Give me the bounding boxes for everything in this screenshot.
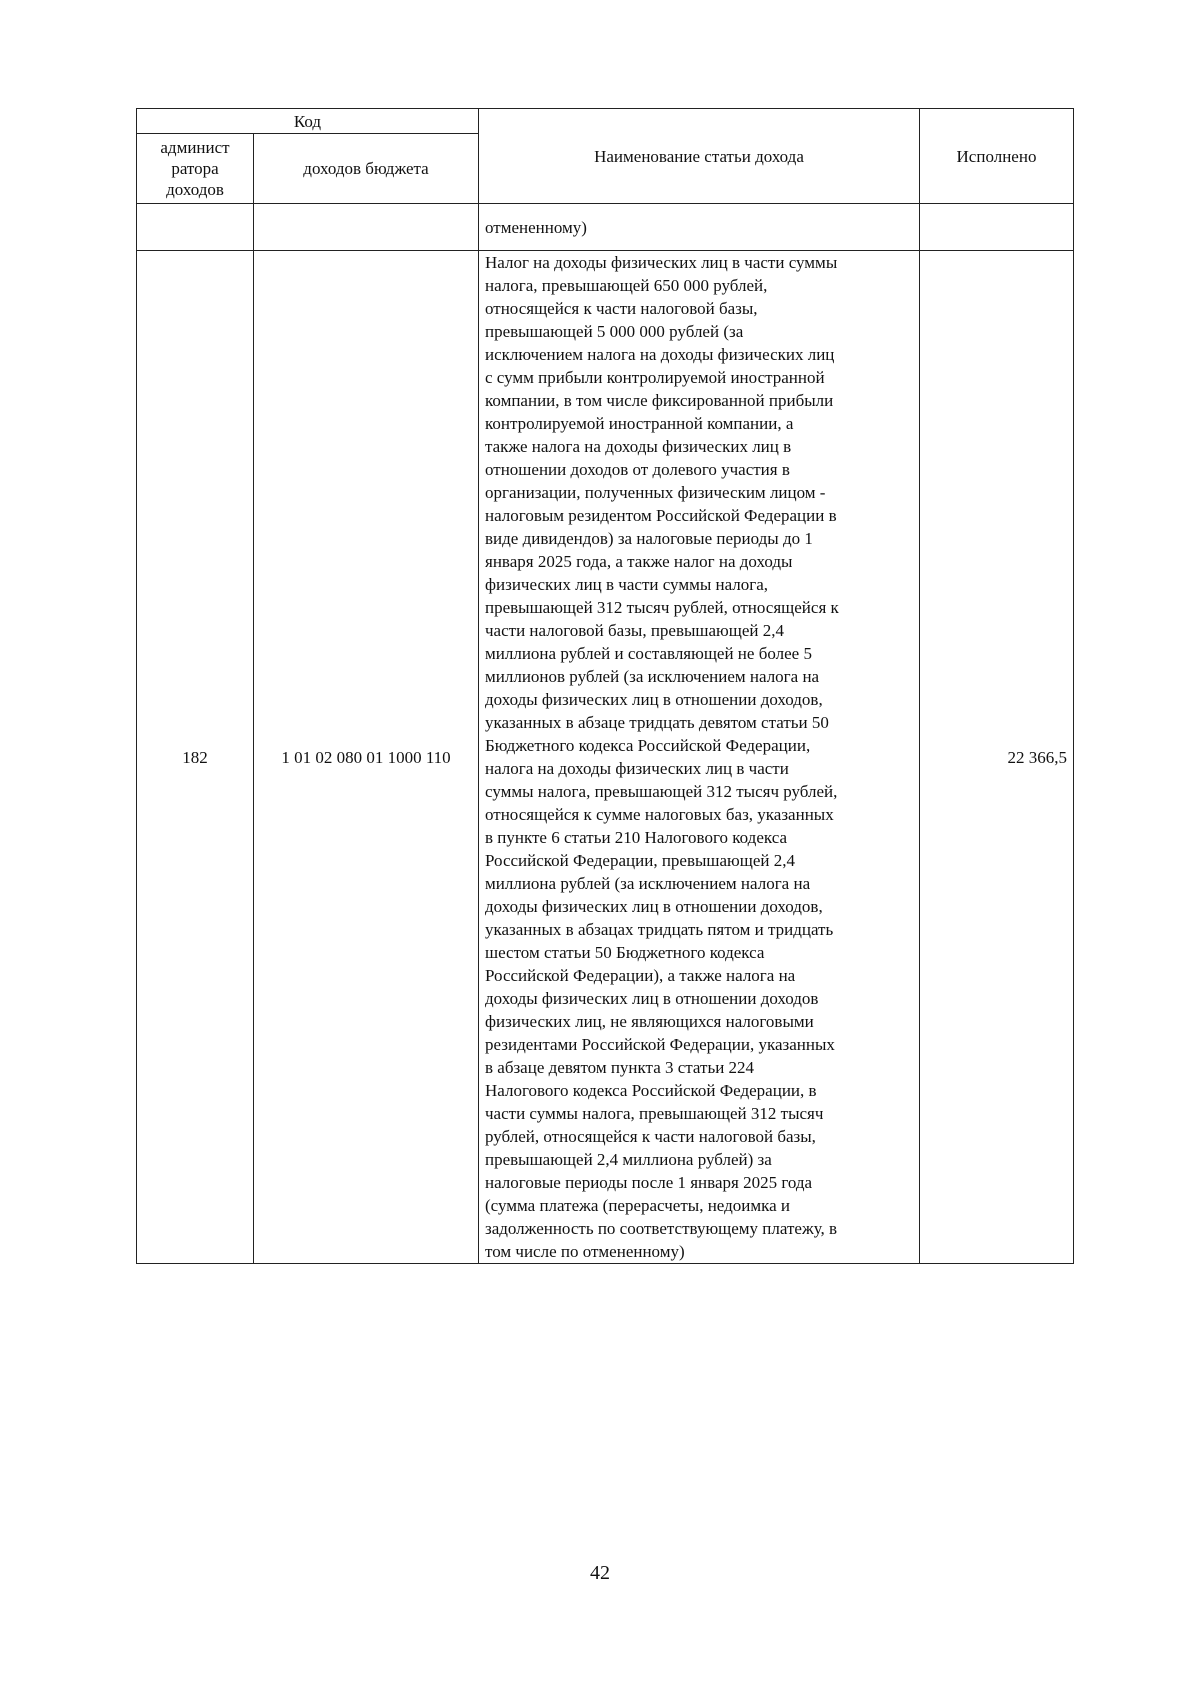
header-row-code (137, 109, 1074, 134)
income-name-text: Налог на доходы физических лиц в части суммы налога, превышающей 650 000 рублей, относящейся к части налоговой базы, превышающей 5 000 000 рублей (за исключением налога на доходы физических лиц с сумм прибыли контролируемой иностранной компании, в том числе фиксированной прибыли контролируемой иностранной компании, а также налога на доходы физических лиц в отношении доходов от долевого участия в организации, полученных физическим лицом - налоговым резидентом Российской Федерации в виде дивидендов) за налоговые периоды до 1 января 2025 года, а также налог на доходы физических лиц в части суммы налога, превышающей 312 тысяч рублей, относящейся к части налоговой базы, превышающей 2,4 миллиона рублей и составляющей не более 5 миллионов рублей (за исключением налога на доходы физических лиц в отношении доходов, указанных в абзаце тридцать девятом статьи 50 Бюджетного кодекса Российской Федерации, налога на доходы физических лиц в части суммы налога, превышающей 312 тысяч рублей, относящейся к сумме налоговых баз, указанных в пункте 6 статьи 210 Налогового кодекса Российской Федерации, превышающей 2,4 миллиона рублей (за исключением налога на доходы физических лиц в отношении доходов, указанных в абзацах тридцать пятом и тридцать шестом статьи 50 Бюджетного кодекса Российской Федерации), а также налога на доходы физических лиц в отношении доходов физических лиц, не являющихся налоговыми резидентами Российской Федерации, указанных в абзаце девятом пункта 3 статьи 224 Налогового кодекса Российской Федерации, в части суммы налога, превышающей 312 тысяч рублей, относящейся к части налоговой базы, превышающей 2,4 миллиона рублей) за налоговые периоды после 1 января 2025 года (сумма платежа (перерасчеты, недоимка и задолженность по соответствующему платежу, в том числе по отмененному) (485, 253, 839, 1261)
admin-code-cell: 182 (137, 251, 254, 1264)
header-admin-code (137, 134, 254, 204)
header-income-name: Наименование статьи дохода (479, 109, 920, 204)
income-code-cell: 1 01 02 080 01 1000 110 (254, 251, 479, 1264)
income-name-cell (479, 251, 920, 1264)
cont-code-cell (254, 204, 479, 251)
table-row (137, 251, 1074, 1264)
cont-name-cell: отмененному) (479, 204, 920, 251)
table-row-continuation (137, 204, 1074, 251)
revenue-table (136, 108, 1074, 1264)
executed-amount-cell: 22 366,5 (920, 251, 1074, 1264)
page-number: 42 (590, 1562, 610, 1584)
cont-amount-cell (920, 204, 1074, 251)
header-code: Код (137, 109, 479, 134)
cont-admin-cell (137, 204, 254, 251)
header-executed: Исполнено (920, 109, 1074, 204)
header-admin-text: админист ратора доходов (160, 138, 230, 199)
header-income-code: доходов бюджета (254, 134, 479, 204)
